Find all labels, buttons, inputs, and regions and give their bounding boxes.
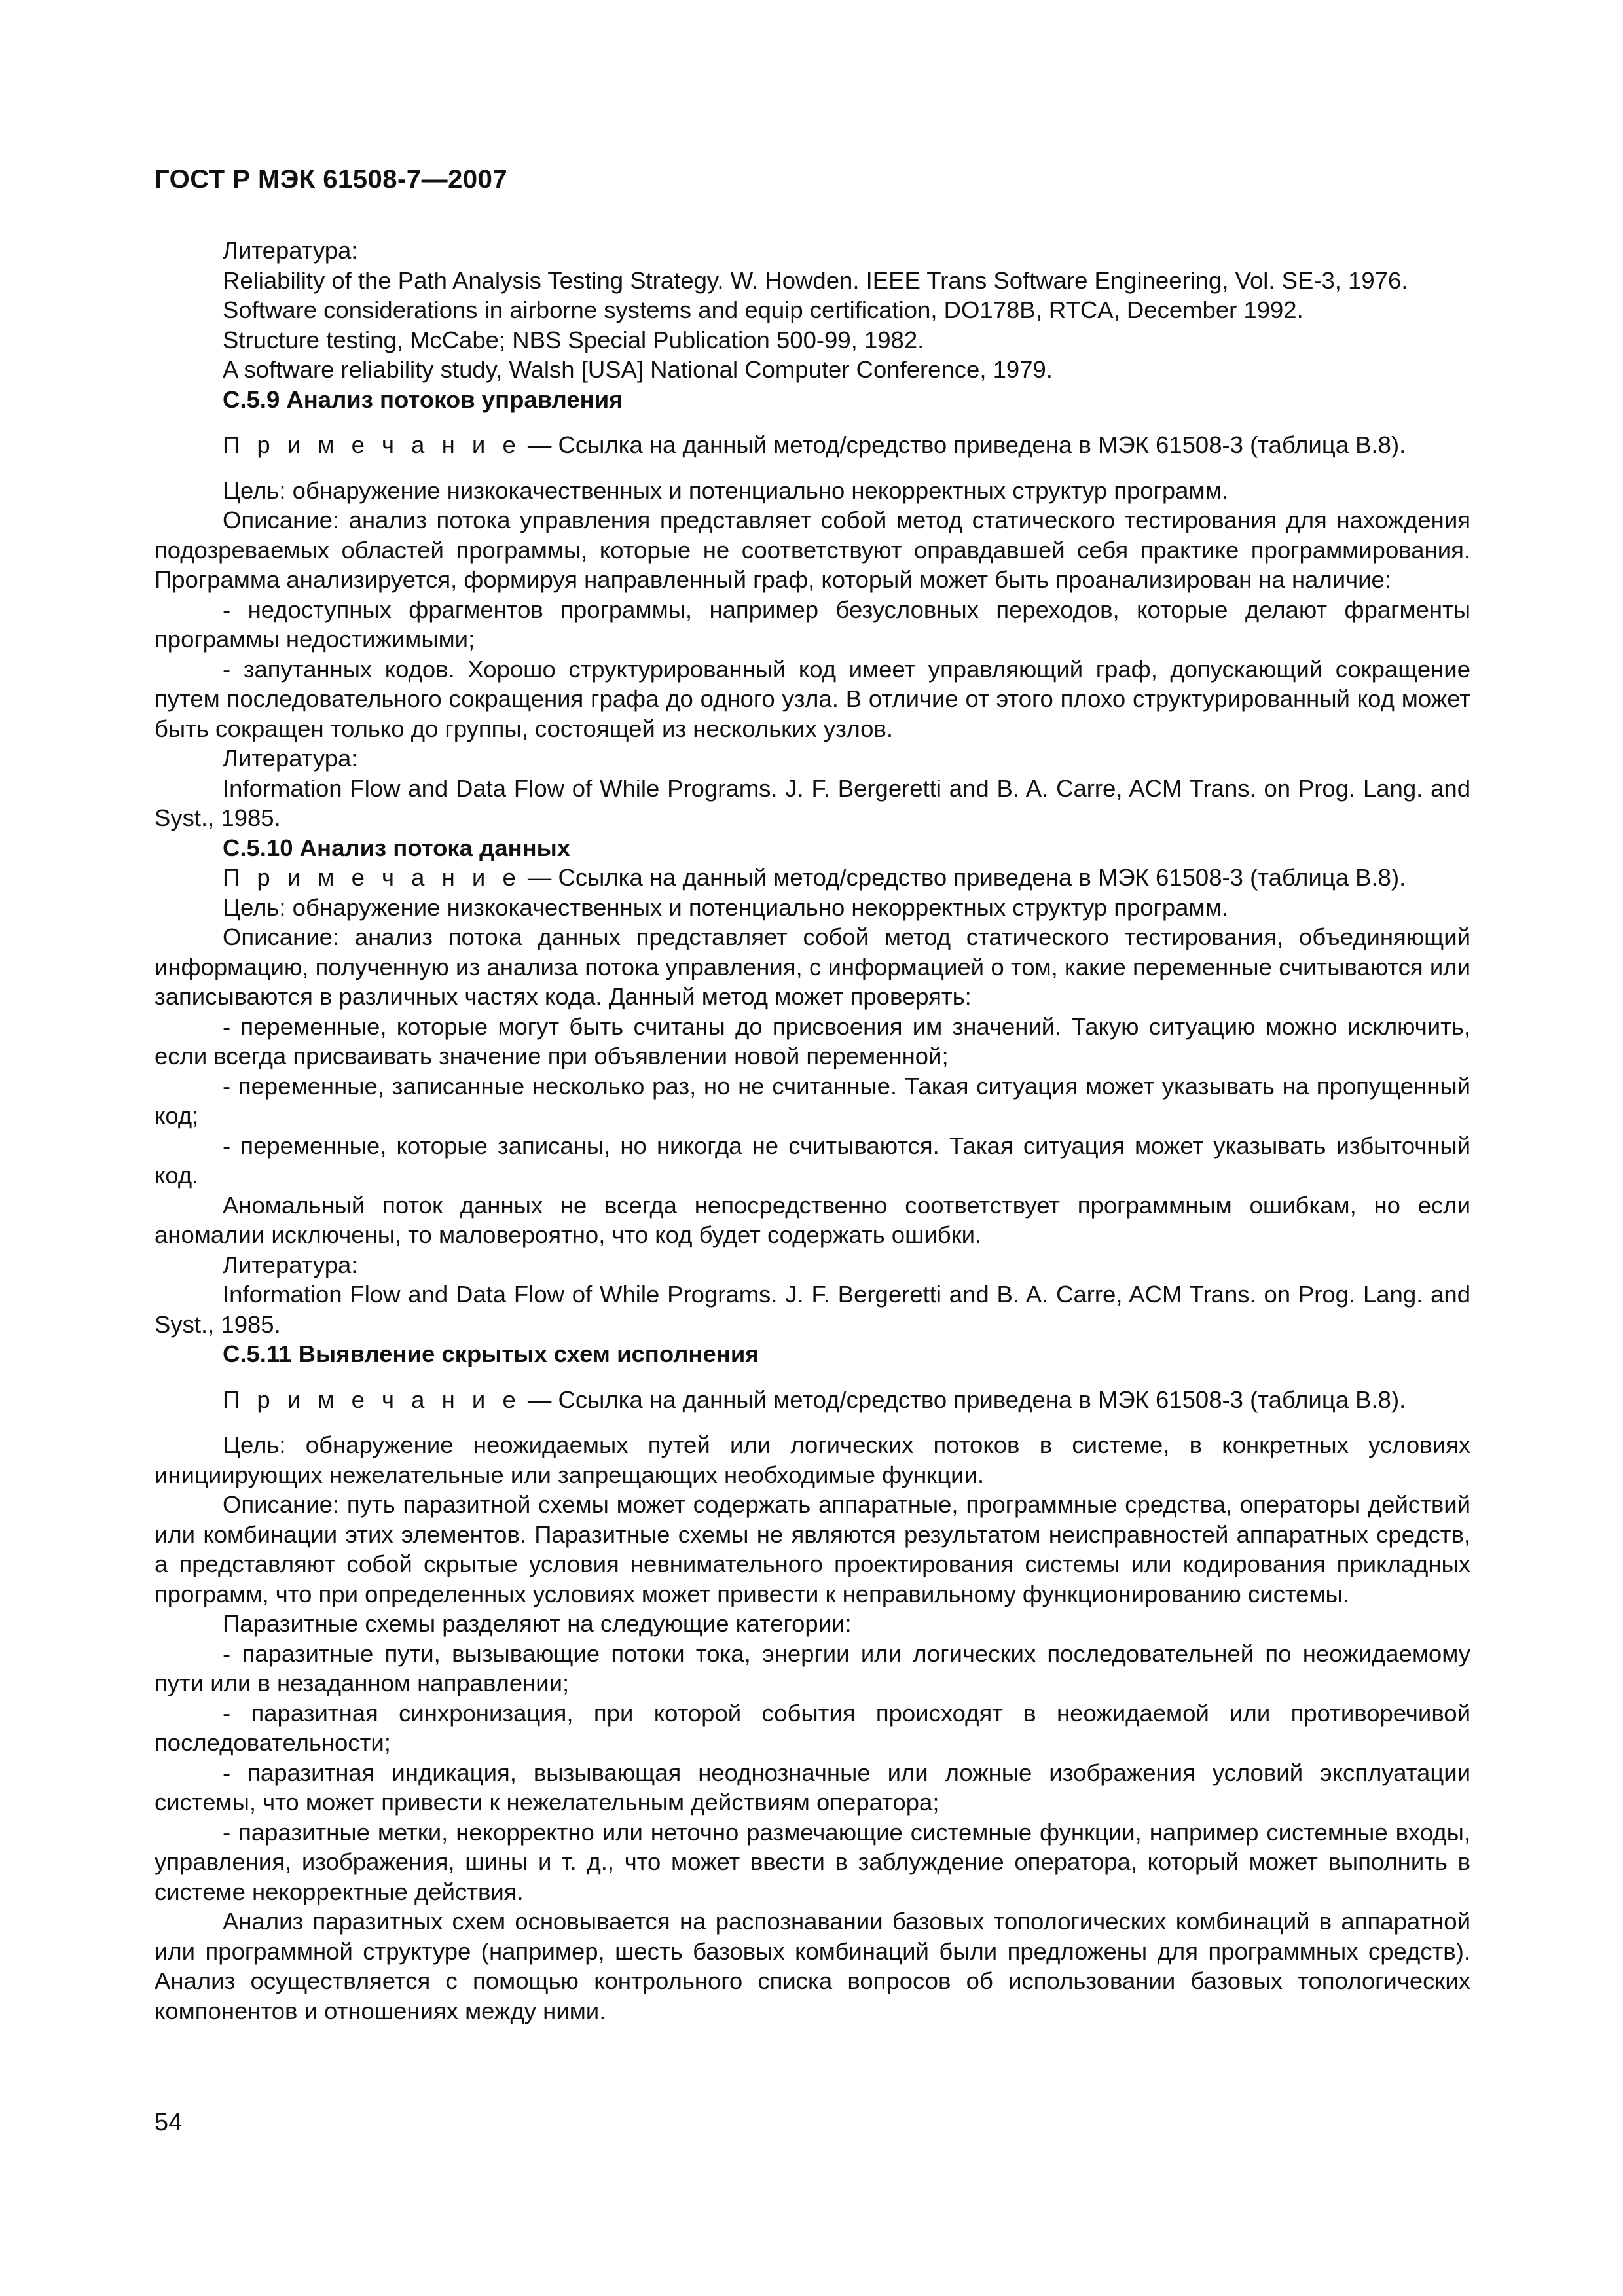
bullet-item: - паразитные метки, некорректно или неточно размечающие системные функции, например системные входы, управления, изображения, шины и т. д., что может ввести в заблуждение оператора, который может выполнить в системе некорректные действия. — [155, 1818, 1470, 1905]
note-label: П р и м е ч а н и е — [223, 864, 521, 891]
literature-reference: Reliability of the Path Analysis Testing Strategy. W. Howden. IEEE Trans Software Engineering, Vol. SE-3, 1976. — [223, 266, 1408, 294]
description-paragraph: Описание: анализ потока данных представляет собой метод статического тестирования, объединяющий информацию, полученную из анализа потока управления, с информацией о том, какие переменные считываются или записываются в различных частях кода. Данный метод может проверять: — [155, 924, 1470, 1010]
spacer — [155, 414, 1470, 430]
description-paragraph: Описание: анализ потока управления представляет собой метод статического тестирования для нахождения подозреваемых областей программы, которые не соответствуют оправдавшей себя практике программирования. Программа анализируется, формируя направленный граф, который может быть проанализирован на наличие: — [155, 507, 1470, 593]
note-c511 — [155, 1385, 1470, 1415]
spacer — [155, 460, 1470, 476]
note-label: П р и м е ч а н и е — [223, 1386, 521, 1413]
literature-reference: Structure testing, McCabe; NBS Special Publication 500-99, 1982. — [223, 326, 924, 353]
document-content — [155, 236, 1470, 2026]
note-text: — Ссылка на данный метод/средство приведена в МЭК 61508-3 (таблица В.8). — [520, 864, 1406, 891]
bullet-item: - переменные, которые могут быть считаны до присвоения им значений. Такую ситуацию можно исключить, если всегда присваивать значение при объявлении новой переменной; — [155, 1013, 1470, 1069]
bullet-item: - паразитные пути, вызывающие потоки тока, энергии или логических последовательней по неожидаемому пути или в незаданном направлении; — [155, 1640, 1470, 1696]
categories-paragraph: Паразитные схемы разделяют на следующие категории: — [223, 1610, 852, 1637]
spacer — [155, 1369, 1470, 1385]
note-text: — Ссылка на данный метод/средство приведена в МЭК 61508-3 (таблица В.8). — [520, 1386, 1406, 1413]
description-paragraph: Описание: путь паразитной схемы может содержать аппаратные, программные средства, операторы действий или комбинации этих элементов. Паразитные схемы не являются результатом неисправностей аппаратных средств, а представляют собой скрытые условия невнимательного проектирования системы или кодирования прикладных программ, что при определенных условиях может привести к неправильному функционированию системы. — [155, 1491, 1470, 1607]
note-label: П р и м е ч а н и е — [223, 431, 521, 458]
page-header: ГОСТ Р МЭК 61508-7—2007 — [155, 165, 508, 194]
literature-heading: Литература: — [223, 237, 358, 264]
bullet-item: - запутанных кодов. Хорошо структурированный код имеет управляющий граф, допускающий сокращение путем последовательного сокращения графа до одного узла. В отличие от этого плохо структурированный код может быть сокращен только до группы, состоящей из нескольких узлов. — [155, 655, 1470, 742]
section-heading-c59: С.5.9 Анализ потоков управления — [223, 386, 623, 413]
note-text: — Ссылка на данный метод/средство приведена в МЭК 61508-3 (таблица В.8). — [520, 431, 1406, 458]
bullet-item: - недоступных фрагментов программы, например безусловных переходов, которые делают фрагменты программы недостижимыми; — [155, 596, 1470, 653]
goal-paragraph: Цель: обнаружение низкокачественных и потенциально некорректных структур программ. — [223, 476, 1228, 504]
bullet-item: - переменные, записанные несколько раз, но не считанные. Такая ситуация может указывать на пропущенный код; — [155, 1072, 1470, 1129]
note-c59 — [155, 430, 1470, 460]
bullet-item: - паразитная индикация, вызывающая неоднозначные или ложные изображения условий эксплуатации системы, что может привести к нежелательным действиям оператора; — [155, 1759, 1470, 1816]
section-heading-c511: С.5.11 Выявление скрытых схем исполнения — [223, 1340, 759, 1367]
literature-reference: Information Flow and Data Flow of While Programs. J. F. Bergeretti and B. A. Carre, ACM Trans. on Prog. Lang. and Syst., 1985. — [155, 774, 1470, 831]
section-heading-c510: С.5.10 Анализ потока данных — [223, 834, 571, 861]
literature-heading: Литература: — [223, 745, 358, 772]
bullet-item: - переменные, которые записаны, но никогда не считываются. Такая ситуация может указывать избыточный код. — [155, 1132, 1470, 1189]
page-number: 54 — [155, 2109, 183, 2136]
analysis-paragraph: Анализ паразитных схем основывается на распознавании базовых топологических комбинаций в аппаратной или программной структуре (например, шесть базовых комбинаций были предложены для программных средств). Анализ осуществляется с помощью контрольного списка вопросов об использовании базовых топологических компонентов и отношениях между ними. — [155, 1908, 1470, 2024]
note-c510 — [155, 863, 1470, 893]
goal-paragraph: Цель: обнаружение неожидаемых путей или логических потоков в системе, в конкретных условиях инициирующих нежелательные или запрещающих необходимые функции. — [155, 1431, 1470, 1488]
literature-heading: Литература: — [223, 1251, 358, 1278]
literature-reference: Information Flow and Data Flow of While Programs. J. F. Bergeretti and B. A. Carre, ACM Trans. on Prog. Lang. and Syst., 1985. — [155, 1281, 1470, 1338]
anomaly-paragraph: Аномальный поток данных не всегда непосредственно соответствует программным ошибкам, но если аномалии исключены, то маловероятно, что код будет содержать ошибки. — [155, 1191, 1470, 1248]
literature-reference: A software reliability study, Walsh [USA] National Computer Conference, 1979. — [223, 356, 1053, 383]
goal-paragraph: Цель: обнаружение низкокачественных и потенциально некорректных структур программ. — [223, 893, 1228, 921]
spacer — [155, 1414, 1470, 1430]
bullet-item: - паразитная синхронизация, при которой события происходят в неожидаемой или противоречивой последовательности; — [155, 1699, 1470, 1756]
literature-reference: Software considerations in airborne systems and equip certification, DO178B, RTCA, December 1992. — [223, 296, 1304, 323]
